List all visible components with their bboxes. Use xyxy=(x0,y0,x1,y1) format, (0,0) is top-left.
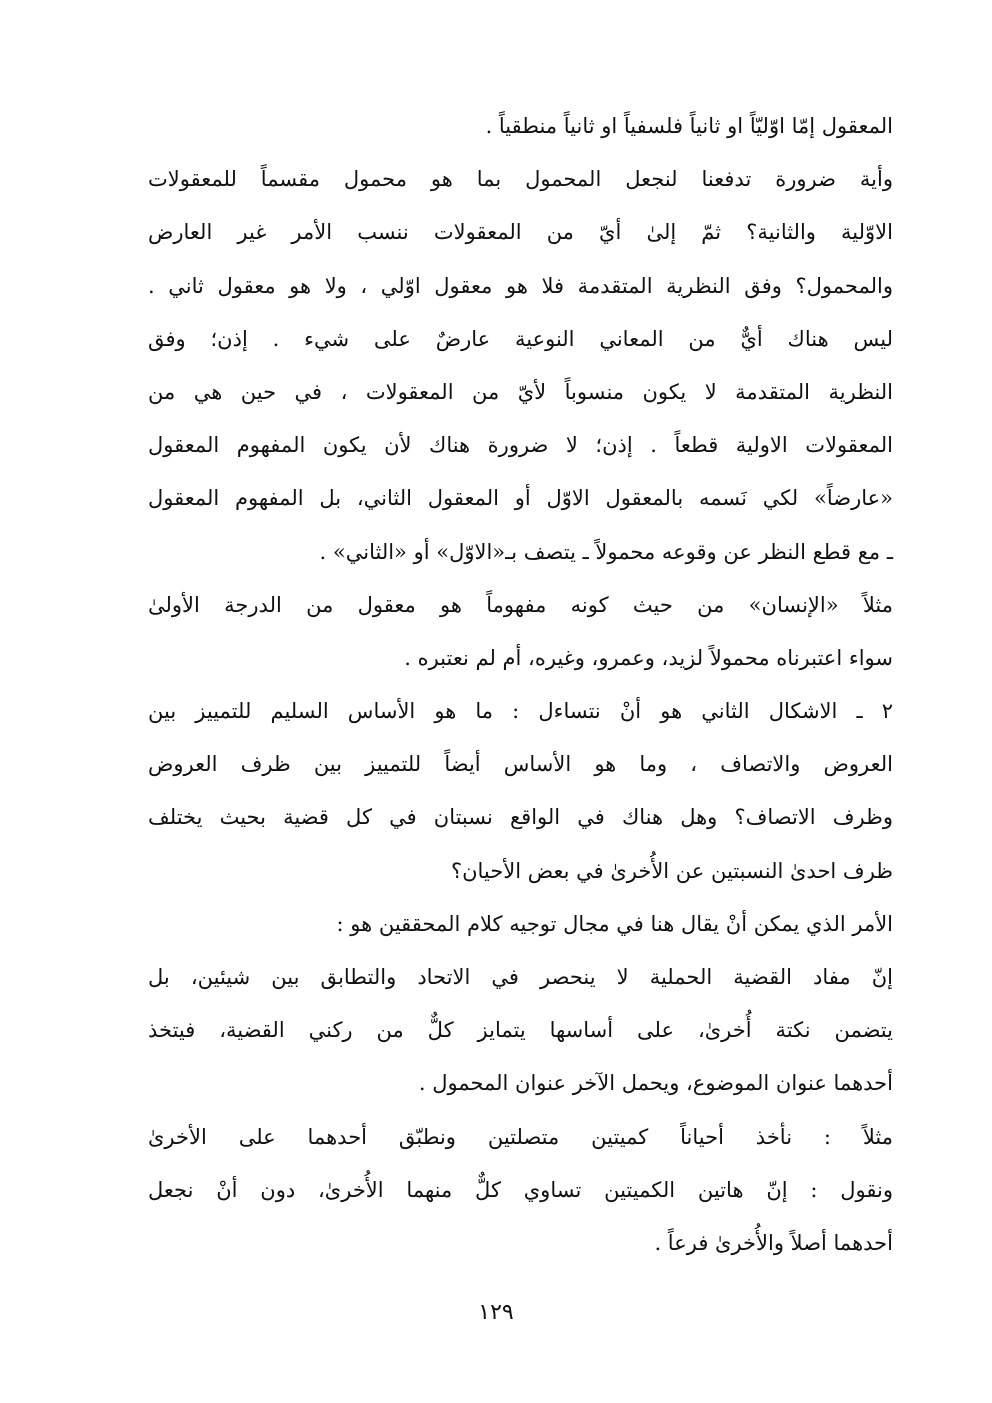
body-text xyxy=(148,100,893,1270)
text-line: المعقولات الاولية قطعاً . إذن؛ لا ضرورة هناك لأن يكون المفهوم المعقول xyxy=(148,433,893,458)
text-line: وأية ضرورة تدفعنا لنجعل المحمول بما هو محمول مقسماً للمعقولات xyxy=(148,167,893,192)
text-line: النظرية المتقدمة لا يكون منسوباً لأيّ من المعقولات ، في حين هي من xyxy=(148,379,893,404)
text-line: سواء اعتبرناه محمولاً لزيد، وعمرو، وغيره، أم لم نعتبره . xyxy=(404,645,893,670)
text-line: العروض والاتصاف ، وما هو الأساس أيضاً للتمييز بين ظرف العروض xyxy=(148,752,893,777)
text-line: أحدهما أصلاً والأُخرىٰ فرعاً . xyxy=(654,1230,893,1255)
text-line: والمحمول؟ وفق النظرية المتقدمة فلا هو معقول اوّلي ، ولا هو معقول ثاني . xyxy=(148,273,893,298)
text-line: ـ مع قطع النظر عن وقوعه محمولاً ـ يتصف بـ«الاوّل» أو «الثاني» . xyxy=(319,539,893,564)
text-line: الأمر الذي يمكن أنْ يقال هنا في مجال توجيه كلام المحققين هو : xyxy=(336,911,893,936)
text-line: «عارضاً» لكي نَسمه بالمعقول الاوّل أو المعقول الثاني، بل المفهوم المعقول xyxy=(148,486,893,511)
text-line: الاوّلية والثانية؟ ثمّ إلىٰ أيّ من المعقولات ننسب الأمر غير العارض xyxy=(148,220,893,245)
text-line: مثلاً : نأخذ أحياناً كميتين متصلتين ونطبّق أحدهما على الأخرىٰ xyxy=(148,1124,893,1149)
text-line: يتضمن نكتة أُخرىٰ، على أساسها يتمايز كلٌّ من ركني القضية، فيتخذ xyxy=(148,1018,893,1043)
text-line: المعقول إمّا اوّليّاً او ثانياً فلسفياً او ثانياً منطقياً . xyxy=(485,114,893,138)
text-line: ونقول : إنّ هاتين الكميتين تساوي كلٌّ منهما الأُخرىٰ، دون أنْ نجعل xyxy=(148,1177,893,1202)
text-line: وظرف الاتصاف؟ وهل هناك في الواقع نسبتان في كل قضية بحيث يختلف xyxy=(148,805,893,830)
text-line: مثلاً «الإنسان» من حيث كونه مفهوماً هو معقول من الدرجة الأولىٰ xyxy=(148,592,893,617)
page-number: ١٢٩ xyxy=(478,1300,514,1325)
text-line: أحدهما عنوان الموضوع، ويحمل الآخر عنوان المحمول . xyxy=(418,1071,893,1096)
text-line: ٢ ـ الاشكال الثاني هو أنْ نتساءل : ما هو الأساس السليم للتمييز بين xyxy=(148,699,893,724)
text-line: ليس هناك أيٌّ من المعاني النوعية عارضٌ على شيء . إذن؛ وفق xyxy=(148,326,893,351)
text-line: إنّ مفاد القضية الحملية لا ينحصر في الاتحاد والتطابق بين شيئين، بل xyxy=(148,965,893,989)
text-line: ظرف احدىٰ النسبتين عن الأُخرىٰ في بعض الأحيان؟ xyxy=(450,858,893,883)
